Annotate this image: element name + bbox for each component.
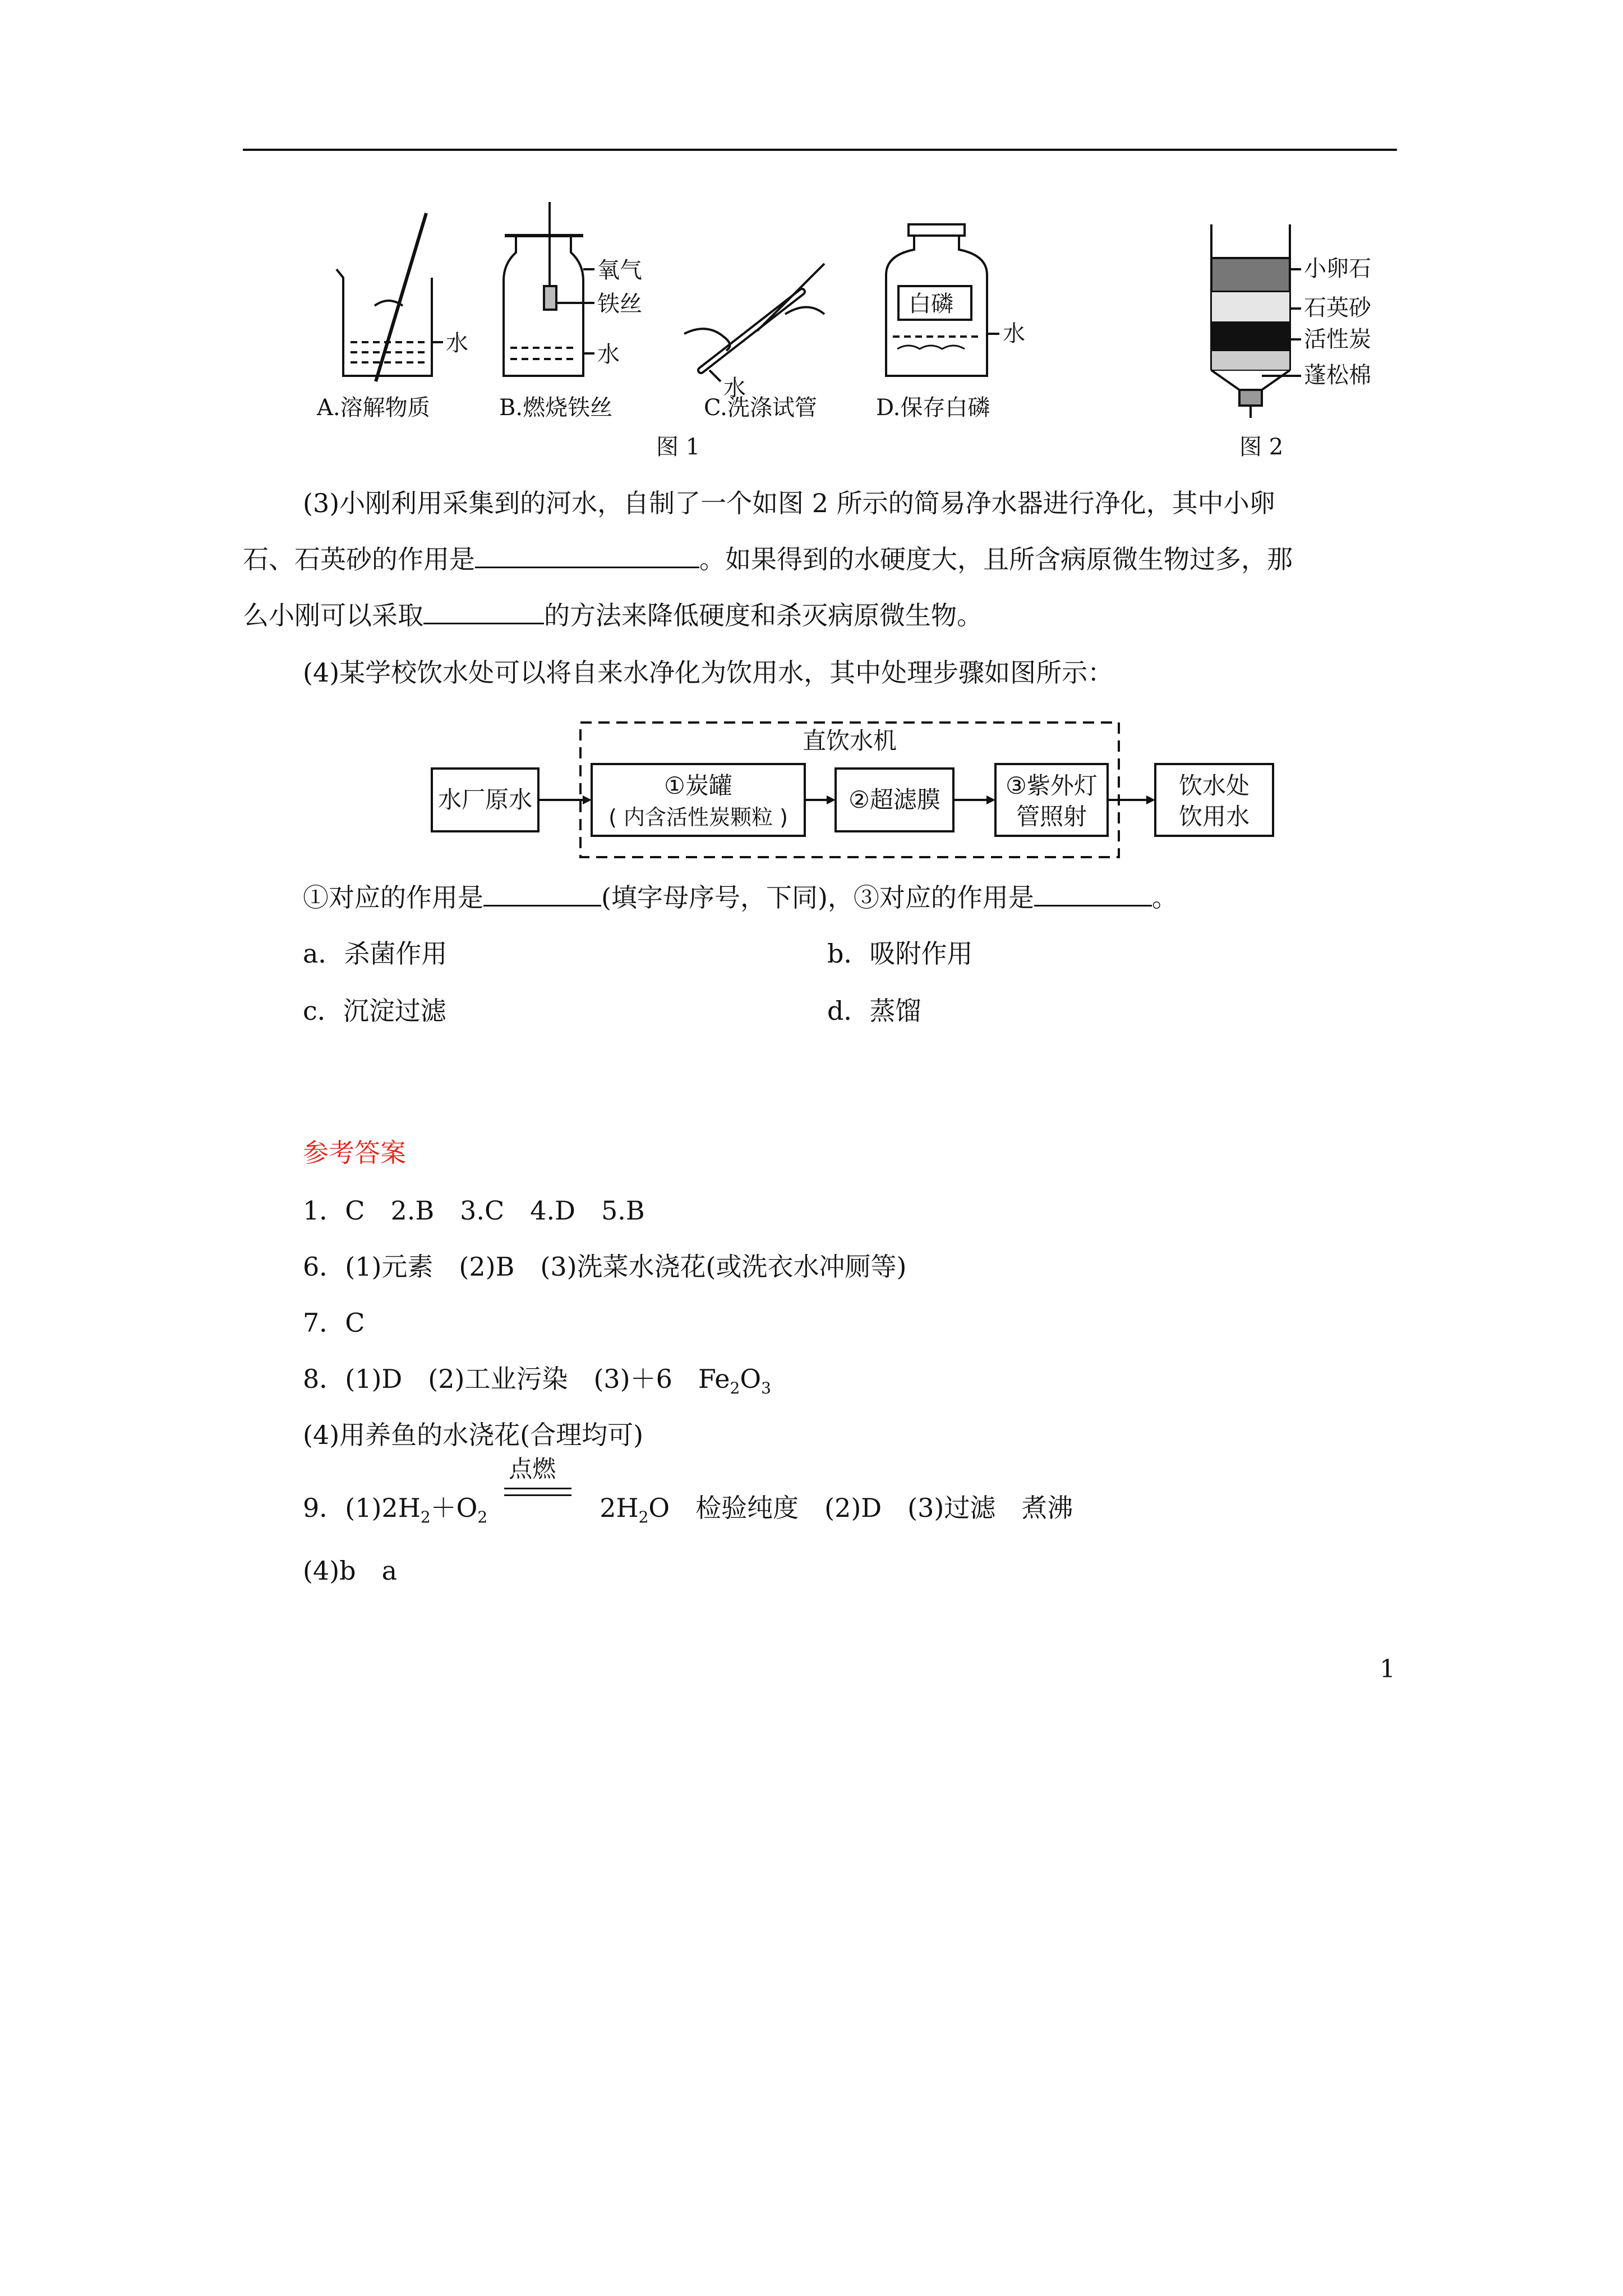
question3-text-3a: 么小刚可以采取 [243,600,423,631]
flow-step2-label: ②超滤膜 [849,786,940,813]
answer-line-10-text: (4)b a [303,1556,398,1586]
figure-row [292,202,1413,466]
question4-ask-a: ①对应的作用是 [303,882,483,913]
answer-blank-step3[interactable] [1034,881,1152,907]
figures-svg [292,202,1413,466]
answer-line-8-text: 8．(1)D (2)工业污染 (3)＋6 Fe [303,1364,730,1394]
answer-line-9 [303,1455,1073,1545]
fig1c-caption: C.洗涤试管 [704,395,817,421]
flow-step3-line2: 管照射 [1016,803,1087,830]
answer-line-1 [303,1182,645,1239]
equals-line [504,1494,571,1496]
figure1-title: 图 1 [656,434,700,460]
answer-line-7 [303,1295,365,1351]
beaker-illustration [336,213,443,381]
fig1b-oxygen-label: 氧气 [597,257,642,283]
answers-heading [303,1125,406,1181]
option-c-text: c．沉淀过滤 [303,996,446,1026]
answer-line-9-prefix: 9．(1)2H [303,1493,421,1523]
question4-ask-b: (填字母序号，下同)，③对应的作用是 [601,882,1034,913]
fig2-label-cotton: 蓬松棉 [1304,362,1371,388]
option-d-text: d．蒸馏 [827,996,921,1026]
flow-start-label: 水厂原水 [437,786,533,813]
option-b [827,926,972,982]
header-rule [243,149,1397,151]
fig1a-caption: A.溶解物质 [317,395,430,421]
answer-blank-step1[interactable] [483,881,601,907]
subscript: 3 [761,1379,771,1398]
flowchart-svg [426,712,1290,864]
fig1b-water-label: 水 [597,342,620,367]
answers-heading-text: 参考答案 [303,1138,406,1168]
answer-line-9-rest: O 检验纯度 (2)D (3)过滤 煮沸 [648,1493,1073,1523]
machine-label: 直饮水机 [802,727,897,754]
answer-line-7-text: 7．C [303,1308,365,1338]
answer-line-1-text: 1．C 2.B 3.C 4.D 5.B [303,1195,645,1226]
question3-text-2b: 。如果得到的水硬度大，且所含病原微生物过多，那 [699,544,1293,574]
subscript: 2 [730,1379,740,1398]
gas-jar-illustration [504,202,594,376]
fig1c-water-label: 水 [723,375,746,401]
answer-line-9-product: 2H [600,1493,639,1523]
fig1d-caption: D.保存白磷 [876,395,990,421]
flow-step1-line2: ( 内含活性炭颗粒 ) [608,805,788,830]
answer-blank-method[interactable] [423,599,544,624]
answer-line-9-plus: ＋O [430,1493,478,1523]
flow-end-line1: 饮水处 [1178,772,1250,799]
reaction-condition-text: 点燃 [509,1455,556,1483]
option-c [303,983,446,1039]
question4-ask-c: 。 [1151,882,1178,913]
subscript: 2 [420,1508,431,1527]
fig1d-water-label: 水 [1003,321,1025,347]
answer-line-6 [303,1239,906,1295]
answer-line-8b [303,1407,643,1463]
option-b-text: b．吸附作用 [827,938,973,969]
fig1b-caption: B.燃烧铁丝 [499,395,613,421]
reaction-condition [504,1455,583,1517]
answer-line-8b-text: (4)用养鱼的水浇花(合理均可) [303,1420,644,1450]
fig1b-wire-label: 铁丝 [597,291,642,317]
question3-line2 [243,531,1293,587]
answer-line-6-text: 6．(1)元素 (2)B (3)洗菜水浇花(或洗衣水冲厕等) [303,1251,907,1282]
fig1a-water-label: 水 [446,330,468,356]
flow-step3-line1: ③紫外灯 [1006,772,1098,799]
answer-line-8-o: O [740,1364,762,1394]
page-number: 1 [1380,1655,1395,1683]
question4-intro [303,645,1113,701]
flow-end-line2: 饮用水 [1178,803,1250,830]
water-filter-illustration [1211,224,1301,418]
fig2-label-quartz-sand: 石英砂 [1304,295,1371,321]
question3-text-1: (3)小刚利用采集到的河水，自制了一个如图 2 所示的简易净水器进行净化，其中小卵 [303,488,1275,518]
question3-line3 [243,587,983,643]
flow-step1-line1: ①炭罐 [664,772,732,799]
subscript: 2 [477,1508,488,1527]
fig2-label-pebbles: 小卵石 [1304,256,1371,282]
question3-line1 [303,475,1275,531]
purification-flowchart [426,712,1290,864]
fig2-label-activated-carbon: 活性炭 [1304,326,1371,352]
answer-blank-purpose[interactable] [475,543,699,568]
question4-ask [303,869,1178,926]
option-a [303,926,447,982]
question3-text-2a: 石、石英砂的作用是 [243,544,475,574]
test-tube-illustration [684,264,824,381]
answer-line-10 [303,1543,397,1599]
subscript: 2 [638,1508,649,1527]
equals-line [504,1488,571,1489]
option-a-text: a．杀菌作用 [303,938,448,969]
question4-intro-text: (4)某学校饮水处可以将自来水净化为饮用水，其中处理步骤如图所示： [303,657,1114,688]
question3-text-3b: 的方法来降低硬度和杀灭病原微生物。 [544,600,983,631]
figure2-title: 图 2 [1239,434,1284,460]
option-d [827,983,921,1039]
fig1d-phosphorus-label: 白磷 [909,291,953,317]
